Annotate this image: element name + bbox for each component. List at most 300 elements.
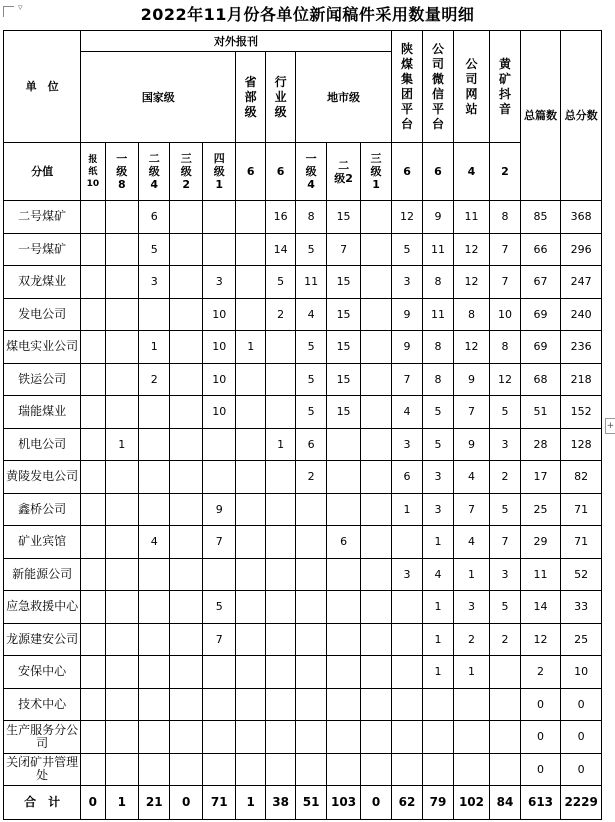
score-shaanmei: 6 <box>391 143 422 201</box>
table-cell <box>139 428 170 461</box>
table-cell <box>139 753 170 786</box>
table-cell <box>296 591 326 624</box>
table-cell: 2 <box>490 623 520 656</box>
table-cell <box>361 298 391 331</box>
table-cell: 33 <box>561 591 602 624</box>
table-cell <box>265 331 295 364</box>
unit-name: 新能源公司 <box>4 558 81 591</box>
table-cell: 15 <box>326 363 361 396</box>
table-cell: 2 <box>296 461 326 494</box>
table-cell <box>139 591 170 624</box>
table-cell <box>202 656 236 689</box>
table-cell: 67 <box>520 266 561 299</box>
table-cell: 9 <box>391 298 422 331</box>
table-cell <box>265 526 295 559</box>
table-cell: 5 <box>296 233 326 266</box>
table-cell: 296 <box>561 233 602 266</box>
add-icon[interactable]: + <box>605 418 615 434</box>
table-cell: 12 <box>520 623 561 656</box>
unit-name: 技术中心 <box>4 688 81 721</box>
table-cell: 5 <box>296 331 326 364</box>
table-cell: 6 <box>139 201 170 234</box>
table-cell: 5 <box>423 428 453 461</box>
table-cell: 2 <box>139 363 170 396</box>
total-label: 合 计 <box>4 786 81 820</box>
table-cell <box>296 721 326 754</box>
table-cell: 11 <box>296 266 326 299</box>
table-cell <box>81 233 105 266</box>
table-cell <box>105 558 139 591</box>
table-cell <box>81 591 105 624</box>
table-cell: 152 <box>561 396 602 429</box>
table-cell <box>361 363 391 396</box>
douyin-header: 黄 矿 抖 音 <box>490 31 520 143</box>
table-cell <box>105 396 139 429</box>
table-cell: 69 <box>520 298 561 331</box>
table-cell <box>170 526 202 559</box>
table-cell <box>265 396 295 429</box>
table-cell <box>265 753 295 786</box>
table-row <box>4 298 602 331</box>
score-national-1: 一 级 8 <box>105 143 139 201</box>
table-cell <box>423 688 453 721</box>
table-row <box>4 526 602 559</box>
table-cell <box>391 656 422 689</box>
table-cell: 218 <box>561 363 602 396</box>
unit-name: 铁运公司 <box>4 363 81 396</box>
table-cell <box>236 753 265 786</box>
table-cell <box>490 753 520 786</box>
table-row <box>4 331 602 364</box>
table-cell: 14 <box>520 591 561 624</box>
total-row <box>4 786 602 820</box>
table-cell: 84 <box>490 786 520 820</box>
table-row <box>4 721 602 754</box>
external-media-header: 对外报刊 <box>81 31 392 52</box>
table-cell: 7 <box>490 526 520 559</box>
total-count-header: 总篇数 <box>520 31 561 201</box>
table-cell: 0 <box>561 753 602 786</box>
table-cell <box>326 623 361 656</box>
table-cell <box>170 721 202 754</box>
table-cell: 1 <box>453 558 490 591</box>
table-row <box>4 363 602 396</box>
table-cell <box>81 201 105 234</box>
table-cell <box>170 656 202 689</box>
table-cell: 0 <box>520 753 561 786</box>
table-cell <box>361 656 391 689</box>
table-cell: 0 <box>561 688 602 721</box>
table-cell: 7 <box>202 526 236 559</box>
table-cell: 6 <box>296 428 326 461</box>
unit-name: 机电公司 <box>4 428 81 461</box>
table-cell: 15 <box>326 396 361 429</box>
page-corner-mark <box>3 6 14 17</box>
unit-name: 瑞能煤业 <box>4 396 81 429</box>
website-header: 公 司 网 站 <box>453 31 490 143</box>
table-cell: 11 <box>453 201 490 234</box>
table-cell <box>105 591 139 624</box>
table-cell: 10 <box>202 331 236 364</box>
table-cell <box>81 461 105 494</box>
table-cell: 103 <box>326 786 361 820</box>
table-cell: 0 <box>561 721 602 754</box>
table-cell: 51 <box>296 786 326 820</box>
table-cell: 5 <box>296 363 326 396</box>
table-cell: 79 <box>423 786 453 820</box>
table-cell <box>236 688 265 721</box>
table-cell <box>453 753 490 786</box>
table-cell <box>265 688 295 721</box>
table-cell: 9 <box>453 428 490 461</box>
table-row <box>4 493 602 526</box>
table-cell: 71 <box>561 493 602 526</box>
table-cell: 28 <box>520 428 561 461</box>
table-cell: 0 <box>361 786 391 820</box>
table-row <box>4 558 602 591</box>
table-cell: 5 <box>490 493 520 526</box>
table-cell: 5 <box>202 591 236 624</box>
table-cell <box>170 233 202 266</box>
table-cell: 4 <box>423 558 453 591</box>
table-cell <box>81 526 105 559</box>
table-cell <box>236 558 265 591</box>
table-cell <box>170 201 202 234</box>
table-cell: 9 <box>453 363 490 396</box>
table-cell <box>265 363 295 396</box>
table-cell: 62 <box>391 786 422 820</box>
table-row <box>4 688 602 721</box>
table-cell <box>105 721 139 754</box>
table-cell: 7 <box>202 623 236 656</box>
table-cell <box>170 493 202 526</box>
table-cell: 11 <box>520 558 561 591</box>
table-cell: 14 <box>265 233 295 266</box>
page-title: 2022年11月份各单位新闻稿件采用数量明细 <box>140 5 475 24</box>
table-row <box>4 753 602 786</box>
table-cell <box>139 461 170 494</box>
table-cell: 4 <box>453 526 490 559</box>
national-header: 国家级 <box>81 52 236 143</box>
table-cell <box>236 266 265 299</box>
score-label: 分值 <box>4 143 81 201</box>
table-cell <box>170 688 202 721</box>
table-cell: 85 <box>520 201 561 234</box>
table-row <box>4 201 602 234</box>
table-cell <box>105 493 139 526</box>
score-website: 4 <box>453 143 490 201</box>
table-cell: 25 <box>561 623 602 656</box>
table-row <box>4 266 602 299</box>
table-cell <box>81 266 105 299</box>
industry-header: 行 业 级 <box>265 52 295 143</box>
table-cell <box>105 266 139 299</box>
unit-name: 双龙煤业 <box>4 266 81 299</box>
table-cell <box>326 591 361 624</box>
table-cell <box>326 721 361 754</box>
table-cell: 52 <box>561 558 602 591</box>
table-cell <box>81 331 105 364</box>
table-cell <box>105 201 139 234</box>
table-cell <box>202 201 236 234</box>
table-cell: 11 <box>423 298 453 331</box>
table-cell <box>296 558 326 591</box>
unit-name: 鑫桥公司 <box>4 493 81 526</box>
table-cell <box>265 656 295 689</box>
table-cell <box>296 688 326 721</box>
table-cell: 1 <box>423 656 453 689</box>
table-cell <box>170 753 202 786</box>
table-cell <box>105 656 139 689</box>
table-cell: 10 <box>202 298 236 331</box>
table-cell <box>236 396 265 429</box>
table-cell: 2 <box>490 461 520 494</box>
table-cell: 3 <box>391 428 422 461</box>
table-cell <box>170 266 202 299</box>
table-cell: 9 <box>202 493 236 526</box>
table-cell: 1 <box>423 623 453 656</box>
table-cell: 4 <box>139 526 170 559</box>
score-national-2: 二 级 4 <box>139 143 170 201</box>
table-cell <box>170 428 202 461</box>
table-cell <box>202 233 236 266</box>
table-cell: 0 <box>81 786 105 820</box>
table-cell <box>361 428 391 461</box>
table-cell <box>361 493 391 526</box>
table-cell: 0 <box>520 721 561 754</box>
unit-name: 矿业宾馆 <box>4 526 81 559</box>
table-cell: 38 <box>265 786 295 820</box>
chevron-down-icon: ▿ <box>18 3 23 13</box>
unit-name: 发电公司 <box>4 298 81 331</box>
table-cell <box>202 721 236 754</box>
table-row <box>4 396 602 429</box>
table-cell: 5 <box>296 396 326 429</box>
table-cell: 8 <box>423 363 453 396</box>
table-cell: 9 <box>391 331 422 364</box>
table-cell: 3 <box>423 461 453 494</box>
table-cell: 15 <box>326 266 361 299</box>
score-national-3: 三 级 2 <box>170 143 202 201</box>
table-cell: 6 <box>391 461 422 494</box>
table-cell: 613 <box>520 786 561 820</box>
table-cell <box>361 396 391 429</box>
table-cell <box>139 558 170 591</box>
table-cell <box>105 461 139 494</box>
table-cell <box>265 558 295 591</box>
table-cell <box>81 493 105 526</box>
table-cell <box>202 688 236 721</box>
table-cell <box>170 298 202 331</box>
table-cell: 25 <box>520 493 561 526</box>
table-cell <box>236 721 265 754</box>
table-cell <box>81 428 105 461</box>
table-cell: 5 <box>391 233 422 266</box>
unit-name: 关闭矿井管理处 <box>4 753 81 786</box>
table-cell <box>202 753 236 786</box>
table-cell <box>202 428 236 461</box>
table-cell: 6 <box>326 526 361 559</box>
unit-name: 龙源建安公司 <box>4 623 81 656</box>
table-cell: 1 <box>139 331 170 364</box>
table-cell: 1 <box>105 428 139 461</box>
table-cell: 2 <box>520 656 561 689</box>
table-cell <box>139 721 170 754</box>
unit-name: 一号煤矿 <box>4 233 81 266</box>
table-cell: 69 <box>520 331 561 364</box>
unit-name: 煤电实业公司 <box>4 331 81 364</box>
table-cell <box>170 396 202 429</box>
table-cell: 8 <box>490 201 520 234</box>
table-cell: 7 <box>453 493 490 526</box>
table-row <box>4 428 602 461</box>
table-cell: 3 <box>423 493 453 526</box>
table-cell <box>170 558 202 591</box>
unit-name: 二号煤矿 <box>4 201 81 234</box>
table-cell <box>105 623 139 656</box>
table-cell: 3 <box>490 428 520 461</box>
table-cell <box>490 688 520 721</box>
table-cell: 7 <box>326 233 361 266</box>
table-cell: 7 <box>453 396 490 429</box>
wechat-platform-header: 公 司 微 信 平 台 <box>423 31 453 143</box>
table-cell: 240 <box>561 298 602 331</box>
table-cell <box>361 331 391 364</box>
score-douyin: 2 <box>490 143 520 201</box>
unit-name: 安保中心 <box>4 656 81 689</box>
table-cell <box>265 461 295 494</box>
table-cell <box>139 396 170 429</box>
table-cell <box>105 233 139 266</box>
table-cell: 12 <box>453 233 490 266</box>
table-cell: 1 <box>265 428 295 461</box>
table-cell: 4 <box>453 461 490 494</box>
table-cell <box>105 688 139 721</box>
table-cell <box>265 493 295 526</box>
table-cell <box>81 396 105 429</box>
table-cell <box>361 201 391 234</box>
score-national-4: 四 级 1 <box>202 143 236 201</box>
unit-header: 单 位 <box>4 31 81 143</box>
total-score-header: 总分数 <box>561 31 602 201</box>
table-cell <box>236 623 265 656</box>
table-cell: 1 <box>453 656 490 689</box>
table-cell <box>170 331 202 364</box>
table-cell: 10 <box>202 363 236 396</box>
table-cell <box>81 656 105 689</box>
table-cell: 5 <box>139 233 170 266</box>
table-cell: 2229 <box>561 786 602 820</box>
table-cell: 12 <box>490 363 520 396</box>
table-cell: 7 <box>490 233 520 266</box>
table-cell <box>391 591 422 624</box>
table-row <box>4 233 602 266</box>
unit-name: 应急救援中心 <box>4 591 81 624</box>
score-city-2: 二 级2 <box>326 143 361 201</box>
unit-name: 黄陵发电公司 <box>4 461 81 494</box>
table-cell <box>361 623 391 656</box>
table-cell: 8 <box>453 298 490 331</box>
table-cell: 3 <box>453 591 490 624</box>
table-cell <box>423 753 453 786</box>
table-cell <box>236 298 265 331</box>
table-cell: 1 <box>105 786 139 820</box>
table-cell: 1 <box>391 493 422 526</box>
table-cell: 102 <box>453 786 490 820</box>
table-cell: 10 <box>490 298 520 331</box>
table-cell: 1 <box>423 526 453 559</box>
table-cell: 68 <box>520 363 561 396</box>
table-cell <box>139 493 170 526</box>
table-cell <box>326 656 361 689</box>
table-cell <box>170 591 202 624</box>
table-cell: 247 <box>561 266 602 299</box>
table-cell <box>105 753 139 786</box>
table-cell: 16 <box>265 201 295 234</box>
table-cell: 12 <box>453 331 490 364</box>
table-cell <box>296 753 326 786</box>
table-cell <box>423 721 453 754</box>
table-cell: 5 <box>265 266 295 299</box>
table-cell: 2 <box>265 298 295 331</box>
table-cell <box>236 428 265 461</box>
table-cell <box>170 461 202 494</box>
table-cell <box>105 331 139 364</box>
table-cell <box>361 753 391 786</box>
table-cell <box>326 688 361 721</box>
table-cell <box>326 558 361 591</box>
table-cell <box>361 233 391 266</box>
table-cell: 3 <box>391 266 422 299</box>
table-cell: 4 <box>391 396 422 429</box>
table-cell <box>296 493 326 526</box>
table-cell <box>391 688 422 721</box>
table-cell: 71 <box>561 526 602 559</box>
table-cell <box>202 461 236 494</box>
table-cell: 3 <box>490 558 520 591</box>
table-cell: 5 <box>490 396 520 429</box>
table-cell: 3 <box>202 266 236 299</box>
table-cell <box>202 558 236 591</box>
table-cell: 0 <box>520 688 561 721</box>
table-cell: 11 <box>423 233 453 266</box>
table-cell: 8 <box>490 331 520 364</box>
table-cell <box>81 363 105 396</box>
table-cell: 0 <box>170 786 202 820</box>
table-cell <box>361 721 391 754</box>
table-cell <box>265 623 295 656</box>
table-cell: 15 <box>326 331 361 364</box>
table-cell <box>236 201 265 234</box>
table-cell <box>296 656 326 689</box>
table-cell <box>490 656 520 689</box>
table-cell <box>361 526 391 559</box>
table-cell <box>81 721 105 754</box>
provincial-header: 省 部 级 <box>236 52 265 143</box>
table-cell: 8 <box>296 201 326 234</box>
table-row <box>4 461 602 494</box>
table-cell <box>490 721 520 754</box>
table-cell: 10 <box>202 396 236 429</box>
table-cell: 29 <box>520 526 561 559</box>
score-industry: 6 <box>265 143 295 201</box>
table-cell <box>361 461 391 494</box>
table-cell: 8 <box>423 331 453 364</box>
table-cell <box>391 623 422 656</box>
table-cell: 71 <box>202 786 236 820</box>
table-cell <box>81 558 105 591</box>
table-cell <box>105 298 139 331</box>
